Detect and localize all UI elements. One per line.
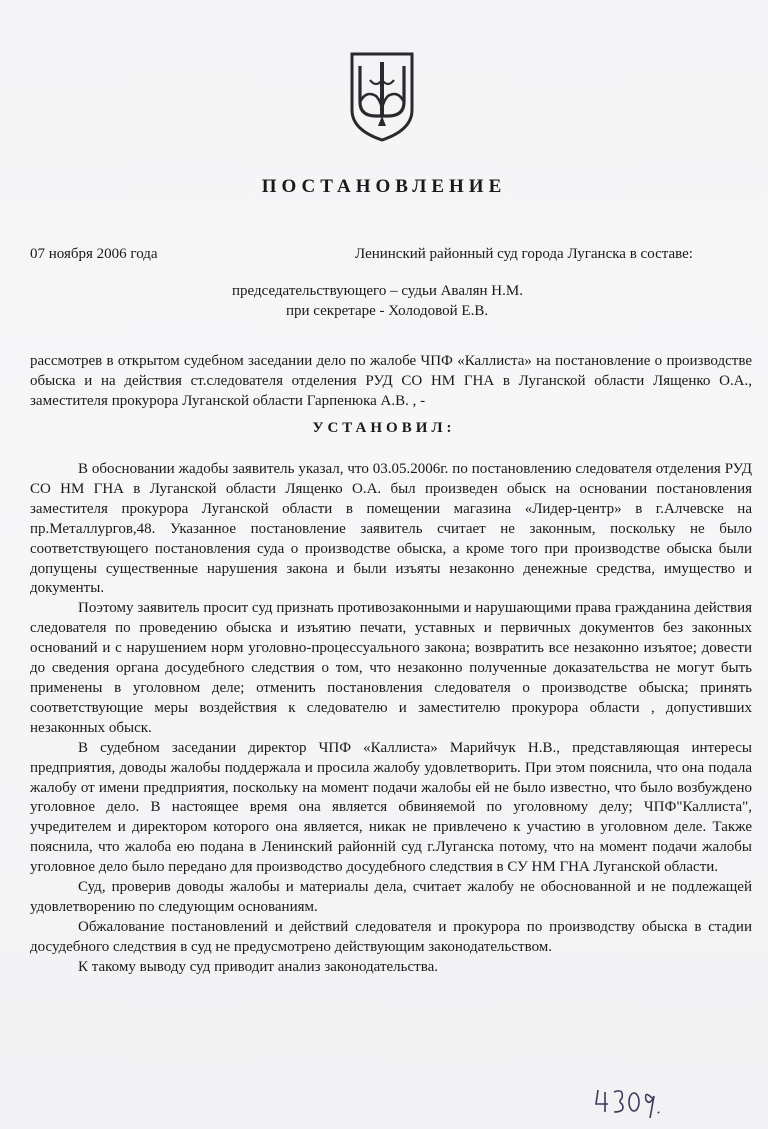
- document-date: 07 ноября 2006 года: [30, 246, 158, 262]
- trident-emblem-icon: [346, 50, 418, 142]
- paragraph: К такому выводу суд приводит анализ законодательства.: [78, 958, 438, 975]
- document-title: ПОСТАНОВЛЕНИЕ: [261, 176, 507, 197]
- intro-text: рассмотрев в открытом судебном заседании дело по жалобе ЧПФ «Каллиста» на постановление о производстве обыска и на действия ст.следователя отделения РУД СО НМ ГНА в Луганской области Лященко О.А., заместителя прокурора Луганской области Гарпенюка А.В. , -: [30, 353, 752, 409]
- court-secretary: при секретаре - Холодовой Е.В.: [286, 303, 489, 319]
- paragraph: Суд, проверив доводы жалобы и материалы дела, считает жалобу не обоснованной и не подлежащей удовлетворению по следующим основаниям.: [30, 879, 752, 915]
- established-heading: УСТАНОВИЛ:: [312, 420, 456, 436]
- paragraph: В обосновании жадобы заявитель указал, что 03.05.2006г. по постановлению следователя отделения РУД СО НМ ГНА в Луганской области Лященко О.А. был произведен обыск на основании постановления заместителя прокурора Луганской области в помещении магазина «Лидер-центр» в г.Алчевске на пр.Металлургов,48. Указанное постановление заявитель считает не законным, поскольку не было соответствующего постановления суда о производстве обыска, а кроме того при производстве обыска были допущены существенные нарушения закона и были изъяты незаконно денежные средства, имущество и документы.: [30, 461, 752, 597]
- intro-paragraph: [30, 352, 752, 412]
- paragraph: В судебном заседании директор ЧПФ «Каллиста» Марийчук Н.В., представляющая интересы предприятия, доводы жалобы поддержала и просила жалобу удовлетворить. При этом пояснила, что она подала жалобу от имени предприятия, поскольку на момент подачи жалобы ей не было известно, что было возбуждено уголовное дело. В настоящее время она является обвиняемой по уголовному делу; ЧПФ"Каллиста", учредителем и директором которого она является, никак не привлечено к участию в уголовном деле. Также пояснила, что жалоба ею подана в Ленинский районній суд г.Луганска потому, что на момент подачи жалобы уголовное дело было передано для производство досудебного следствия в СУ НМ ГНА Луганской области.: [30, 739, 752, 876]
- handwritten-page-number: [594, 1082, 664, 1122]
- paragraph: Поэтому заявитель просит суд признать противозаконными и нарушающими права гражданина действия следователя по проведению обыска и изъятию печати, уставных и первичных документов без законных оснований и с нарушением норм уголовно-процессуального закона; возвратить все незаконно изъятое; довести до сведения органа досудебного следствия о том, что незаконно полученные доказательства не могут быть применены в уголовном деле; отменить постановления следователя о производстве обыска; принять соответствующие меры воздействия к следователю и заместителю прокурора области , допустивших незаконных обыск.: [30, 600, 752, 736]
- court-name: Ленинский районный суд города Луганска в составе:: [355, 246, 693, 262]
- presiding-judge: председательствующего – судьи Авалян Н.М.: [232, 283, 523, 299]
- main-text: [30, 460, 752, 978]
- paragraph: Обжалование постановлений и действий следователя и прокурора по производству обыска в стадии досудебного следствия в суд не предусмотрено действующим законодательством.: [30, 918, 752, 955]
